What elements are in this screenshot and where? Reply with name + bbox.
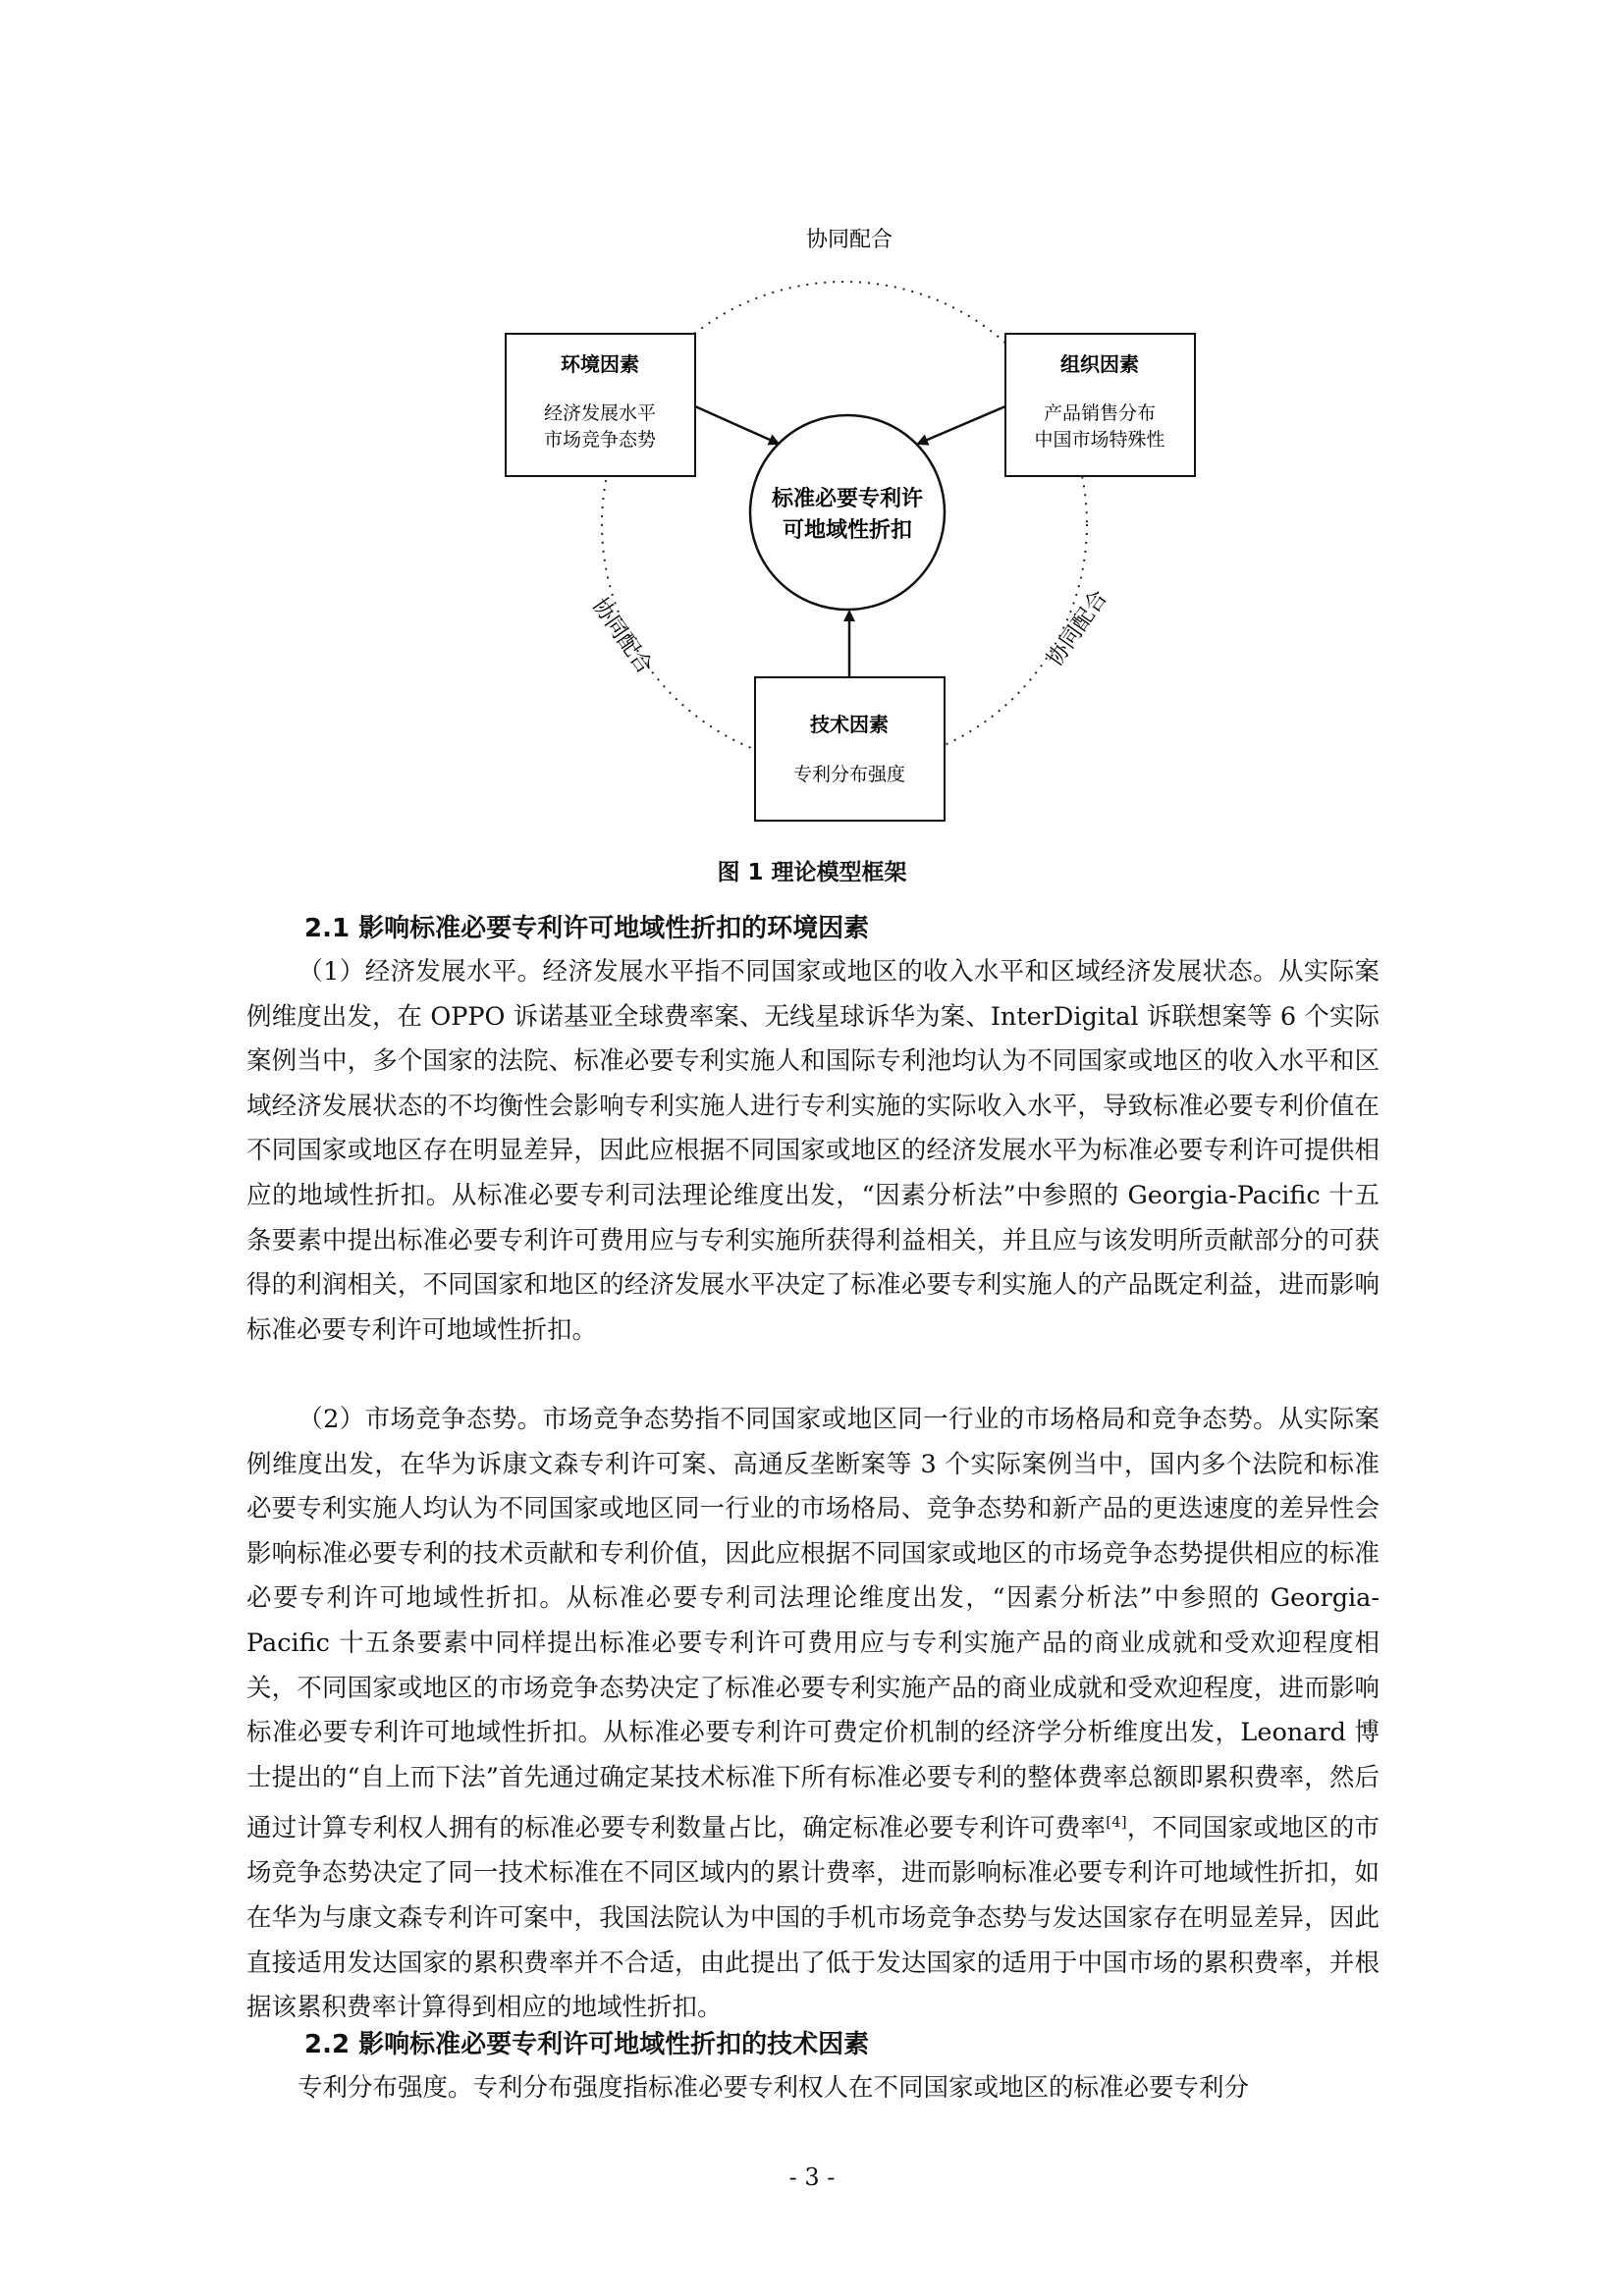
figure-caption: 图 1 理论模型框架	[717, 860, 907, 885]
section-heading-2-2: 2.2 影响标准必要专利许可地域性折扣的技术因素	[304, 2030, 870, 2059]
center-outcome-line1: 标准必要专利许	[771, 487, 924, 511]
organization-factor-title: 组织因素	[1060, 352, 1139, 376]
paragraph-text: （2）市场竞争态势。市场竞争态势指不同国家或地区同一行业的市场格局和竞争态势。从实际案例维度出发，在华为诉康文森专利许可案、高通反垄断案等 3 个实际案例当中，国内多个法院和标准必要专利实施人均认为不同国家或地区同一行业的市场格局、竞争态势和新产品的更迭速度的差异性会影响标准必要专利的技术贡献和专利价值，因此应根据不同国家或地区的市场竞争态势提供相应的标准必要专利许可地域性折扣。从标准必要专利司法理论维度出发，“因素分析法”中参照的 Georgia-Pacific 十五条要素中同样提出标准必要专利许可费用应与专利实施产品的商业成就和受欢迎程度相关，不同国家或地区的市场竞争态势决定了标准必要专利实施产品的商业成就和受欢迎程度，进而影响标准必要专利许可地域性折扣。从标准必要专利许可费定价机制的经济学分析维度出发，Leonard 博士提出的“自上而下法”首先通过确定某技术标准下所有标准必要专利的整体费率总额即累积费率，然后通过计算专利权人拥有的标准必要专利数量占比，确定标准必要专利许可费率	[246, 1405, 1380, 1843]
environment-factor-line1: 经济发展水平	[543, 402, 657, 424]
theoretical-model-diagram	[0, 0, 1624, 883]
collab-label-left: 协同配合	[586, 594, 657, 679]
technology-factor-title: 技术因素	[810, 713, 889, 736]
citation-ref: [4]	[1106, 1813, 1127, 1832]
center-outcome-circle	[750, 415, 945, 610]
arrow-organization-to-center	[918, 406, 1005, 444]
center-outcome-line2: 可地域性折扣	[782, 518, 913, 543]
environment-factor-title: 环境因素	[561, 352, 639, 376]
section-heading-2-1: 2.1 影响标准必要专利许可地域性折扣的环境因素	[304, 914, 870, 943]
paragraph-text: （1）经济发展水平。经济发展水平指不同国家或地区的收入水平和区域经济发展状态。从实际案例维度出发，在 OPPO 诉诺基亚全球费率案、无线星球诉华为案、InterDigital 诉联想案等 6 个实际案例当中，多个国家的法院、标准必要专利实施人和国际专利池均认为不同国家或地区的收入水平和区域经济发展状态的不均衡性会影响专利实施人进行专利实施的实际收入水平，导致标准必要专利价值在不同国家或地区存在明显差异，因此应根据不同国家或地区的经济发展水平为标准必要专利许可提供相应的地域性折扣。从标准必要专利司法理论维度出发，“因素分析法”中参照的 Georgia-Pacific 十五条要素中提出标准必要专利许可费用应与专利实施所获得利益相关，并且应与该发明所贡献部分的可获得的利润相关，不同国家和地区的经济发展水平决定了标准必要专利实施人的产品既定利益，进而影响标准必要专利许可地域性折扣。	[246, 957, 1380, 1345]
environment-factor-line2: 市场竞争态势	[543, 429, 657, 451]
arrow-environment-to-center	[695, 406, 779, 444]
page-number: - 3 -	[788, 2163, 836, 2191]
paragraph-text: 专利分布强度。专利分布强度指标准必要专利权人在不同国家或地区的标准必要专利分	[298, 2073, 1250, 2103]
paragraph-market-competition	[246, 1398, 1380, 2031]
technology-factor-box	[755, 677, 945, 821]
technology-factor-line1: 专利分布强度	[792, 764, 906, 785]
organization-factor-line2: 中国市场特殊性	[1034, 429, 1165, 451]
collab-label-right: 协同配合	[1043, 586, 1113, 671]
paragraph-patent-distribution	[246, 2066, 1380, 2111]
organization-factor-line1: 产品销售分布	[1043, 402, 1157, 424]
collab-label-top: 协同配合	[805, 228, 893, 252]
paragraph-text-continued: ，不同国家或地区的市场竞争态势决定了同一技术标准在不同区域内的累计费率，进而影响标准必要专利许可地域性折扣，如在华为与康文森专利许可案中，我国法院认为中国的手机市场竞争态势与发达国家存在明显差异，因此直接适用发达国家的累积费率并不合适，由此提出了低于发达国家的适用于中国市场的累积费率，并根据该累积费率计算得到相应的地域性折扣。	[246, 1813, 1380, 2023]
paragraph-economic-development	[246, 950, 1380, 1353]
